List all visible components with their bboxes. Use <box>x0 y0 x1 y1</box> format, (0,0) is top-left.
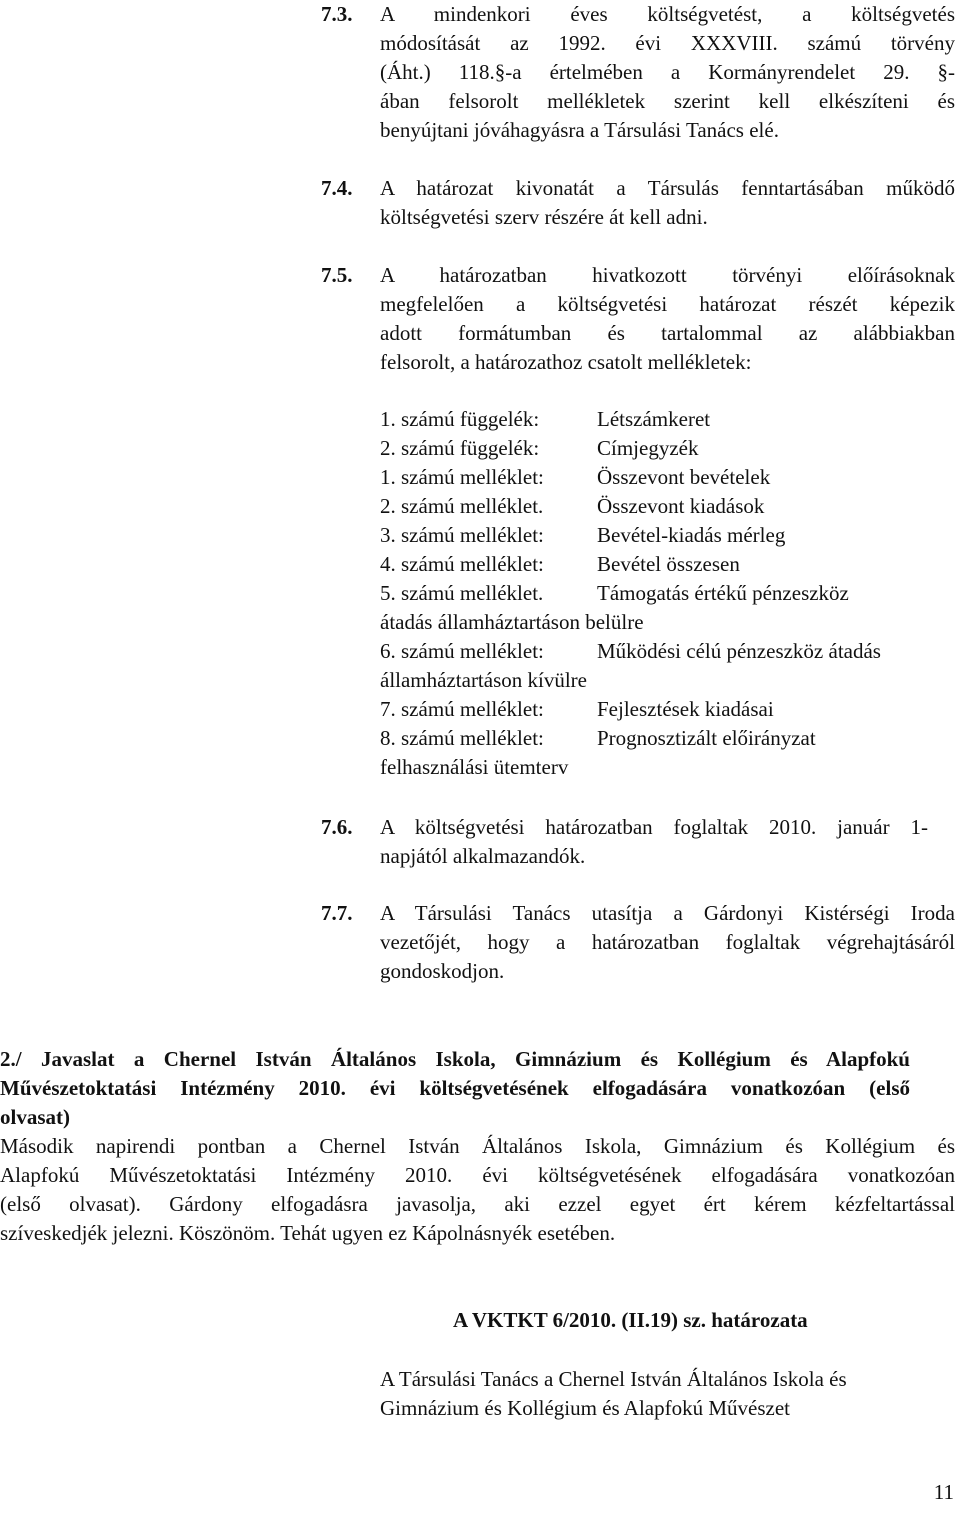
heading-line: olvasat) <box>0 1105 70 1129</box>
text-line: költségvetési szerv részére át kell adni. <box>380 205 708 229</box>
text-line: módosítását az 1992. évi XXXVIII. számú törvény <box>380 31 955 55</box>
list-item <box>380 550 955 579</box>
resolution-line: Gimnázium és Kollégium és Alapfokú Művészet <box>380 1396 791 1420</box>
text-line: napjától alkalmazandók. <box>380 844 586 868</box>
heading-line: 2./ Javaslat a Chernel István Általános Iskola, Gimnázium és Kollégium és Alapfokú <box>0 1047 910 1071</box>
text-line: Második napirendi pontban a Chernel István Általános Iskola, Gimnázium és Kollégium és <box>0 1134 955 1158</box>
text-line: ában felsorolt mellékletek szerint kell elkészíteni és <box>380 89 955 113</box>
text-line: (Áht.) 118.§-a értelmében a Kormányrendelet 29. §- <box>380 60 955 84</box>
attachment-label: 5. számú melléklet. <box>380 581 544 605</box>
attachment-label: 8. számú melléklet: <box>380 726 544 750</box>
text-line: megfelelően a költségvetési határozat részét képezik <box>380 292 955 316</box>
list-item <box>380 695 955 724</box>
section-7-6-text <box>380 813 928 871</box>
text-line: A költségvetési határozatban foglaltak 2010. január 1- <box>380 815 928 839</box>
agenda-heading <box>0 1045 910 1132</box>
list-item-continuation: államháztartáson kívülre <box>380 668 587 692</box>
text-line: gondoskodjon. <box>380 959 505 983</box>
section-number-7-4: 7.4. <box>321 176 353 200</box>
list-item <box>380 463 955 492</box>
list-item-continuation: átadás államháztartáson belülre <box>380 610 644 634</box>
section-7-5-text <box>380 261 955 377</box>
text-line: Alapfokú Művészetoktatási Intézmény 2010. évi költségvetésének elfogadására vonatkozóan <box>0 1163 955 1187</box>
list-item <box>380 579 955 608</box>
text-line: benyújtani jóváhagyásra a Társulási Tanács elé. <box>380 118 779 142</box>
heading-line: Művészetoktatási Intézmény 2010. évi költségvetésének elfogadására vonatkozóan (első <box>0 1076 910 1100</box>
attachment-label: 2. számú melléklet. <box>380 494 544 518</box>
resolution-line: A Társulási Tanács a Chernel István Általános Iskola és <box>380 1367 847 1391</box>
attachment-label: 4. számú melléklet: <box>380 552 544 576</box>
text-line: A határozatban hivatkozott törvényi előírásoknak <box>380 263 955 287</box>
attachment-label: 1. számú melléklet: <box>380 465 544 489</box>
list-item <box>380 521 955 550</box>
attachment-title: Működési célú pénzeszköz átadás <box>597 639 881 663</box>
list-item-continuation: felhasználási ütemterv <box>380 755 569 779</box>
section-7-3-text <box>380 0 955 145</box>
text-line: A Társulási Tanács utasítja a Gárdonyi Kistérségi Iroda <box>380 901 955 925</box>
text-line: adott formátumban és tartalommal az alábbiakban <box>380 321 955 345</box>
text-line: vezetőjét, hogy a határozatban foglaltak végrehajtásáról <box>380 930 955 954</box>
attachment-list <box>380 405 955 782</box>
attachment-label: 2. számú függelék: <box>380 436 540 460</box>
text-line: szíveskedjék jelezni. Köszönöm. Tehát ugyen ez Kápolnásnyék esetében. <box>0 1221 616 1245</box>
page-number: 11 <box>933 1480 954 1504</box>
list-item <box>380 405 955 434</box>
text-line: A mindenkori éves költségvetést, a költségvetés <box>380 2 955 26</box>
attachment-title: Bevétel-kiadás mérleg <box>597 523 786 547</box>
attachment-title: Címjegyzék <box>597 436 699 460</box>
list-item <box>380 724 955 753</box>
section-number-7-7: 7.7. <box>321 901 353 925</box>
attachment-title: Prognosztizált előirányzat <box>597 726 816 750</box>
attachment-label: 6. számú melléklet: <box>380 639 544 663</box>
section-number-7-6: 7.6. <box>321 815 353 839</box>
attachment-label: 3. számú melléklet: <box>380 523 544 547</box>
attachment-title: Összevont bevételek <box>597 465 771 489</box>
text-line: (első olvasat). Gárdony elfogadásra javasolja, aki ezzel egyet ért kérem kézfeltartással <box>0 1192 955 1216</box>
attachment-title: Fejlesztések kiadásai <box>597 697 774 721</box>
agenda-body <box>0 1132 955 1248</box>
attachment-title: Összevont kiadások <box>597 494 765 518</box>
attachment-title: Bevétel összesen <box>597 552 740 576</box>
attachment-title: Támogatás értékű pénzeszköz <box>597 581 849 605</box>
section-number-7-3: 7.3. <box>321 2 353 26</box>
list-item <box>380 637 955 666</box>
attachment-title: Létszámkeret <box>597 407 711 431</box>
section-number-7-5: 7.5. <box>321 263 353 287</box>
resolution-title: A VKTKT 6/2010. (II.19) sz. határozata <box>453 1308 808 1332</box>
text-line: A határozat kivonatát a Társulás fenntartásában működő <box>380 176 955 200</box>
text-line: felsorolt, a határozathoz csatolt mellékletek: <box>380 350 752 374</box>
section-7-4-text <box>380 174 955 232</box>
list-item <box>380 434 955 463</box>
attachment-label: 1. számú függelék: <box>380 407 540 431</box>
section-7-7-text <box>380 899 955 986</box>
attachment-label: 7. számú melléklet: <box>380 697 544 721</box>
list-item <box>380 492 955 521</box>
